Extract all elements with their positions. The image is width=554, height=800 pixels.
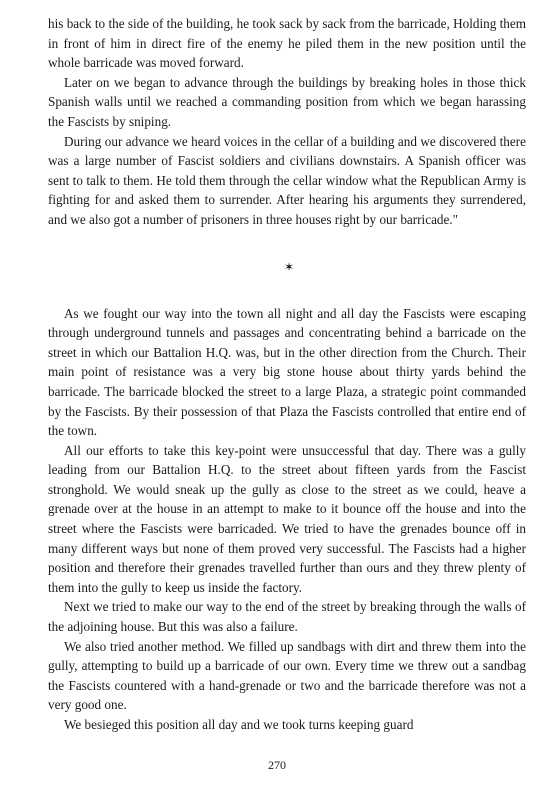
section-separator-star: ✶ — [283, 259, 295, 274]
paragraph: During our advance we heard voices in the cellar of a building and we discovered there was a large number of Fascist soldiers and civilians downstairs. A Spanish officer was sent to talk to them. He told them through the cellar window what the Republican Army is fighting for and asked them to surrender. After hearing his arguments they surrendered, and we also got a number of prisoners in three houses right by our barricade." — [48, 133, 526, 227]
paragraph: All our efforts to take this key-point were unsuccessful that day. There was a gully leading from our Battalion H.Q. to the street about fifteen yards from the Fascist stronghold. We would sneak up the gully as close to the street as we could, heave a grenade over at the house in an attempt to make to it bounce off the house and into the street where the Fascists were barricaded. We tried to have the grenades bounce off in many different ways but none of them proved very successful. The Fascists had a higher position and therefore their grenades travelled further than ours and they threw plenty of them into the gully to keep us inside the factory. — [48, 442, 526, 595]
paragraph: As we fought our way into the town all night and all day the Fascists were escaping through underground tunnels and passages and concentrating behind a barricade on the street in which our Battalion H.Q. was, but in the other direction from the Church. Their main point of resistance was a very big stone house about thirty yards behind the barricade. The barricade blocked the street to a large Plaza, a strategic point commanded by the Fascists. By their possession of that Plaza the Fascists controlled that entire end of the town. — [48, 305, 526, 439]
paragraph: We also tried another method. We filled up sandbags with dirt and threw them into the gully, attempting to build up a barricade of our own. Every time we threw out a sandbag the Fascists countered with a hand-grenade or two and the barricade therefore was not a very good one. — [48, 638, 526, 713]
text-section-2 — [48, 304, 526, 735]
page-content — [48, 14, 526, 735]
paragraph: his back to the side of the building, he took sack by sack from the barricade, Holding them in front of him in direct fire of the enemy he piled them in the new position until the whole barricade was moved forward. — [48, 16, 526, 71]
paragraph: Later on we began to advance through the buildings by breaking holes in those thick Spanish walls until we reached a commanding position from which we began harassing the Fascists by sniping. — [48, 74, 526, 129]
paragraph: Next we tried to make our way to the end of the street by breaking through the walls of the adjoining house. But this was also a failure. — [48, 599, 526, 635]
page-number: 270 — [268, 758, 286, 772]
text-section-1 — [48, 14, 526, 230]
paragraph: We besieged this position all day and we took turns keeping guard — [64, 717, 414, 732]
